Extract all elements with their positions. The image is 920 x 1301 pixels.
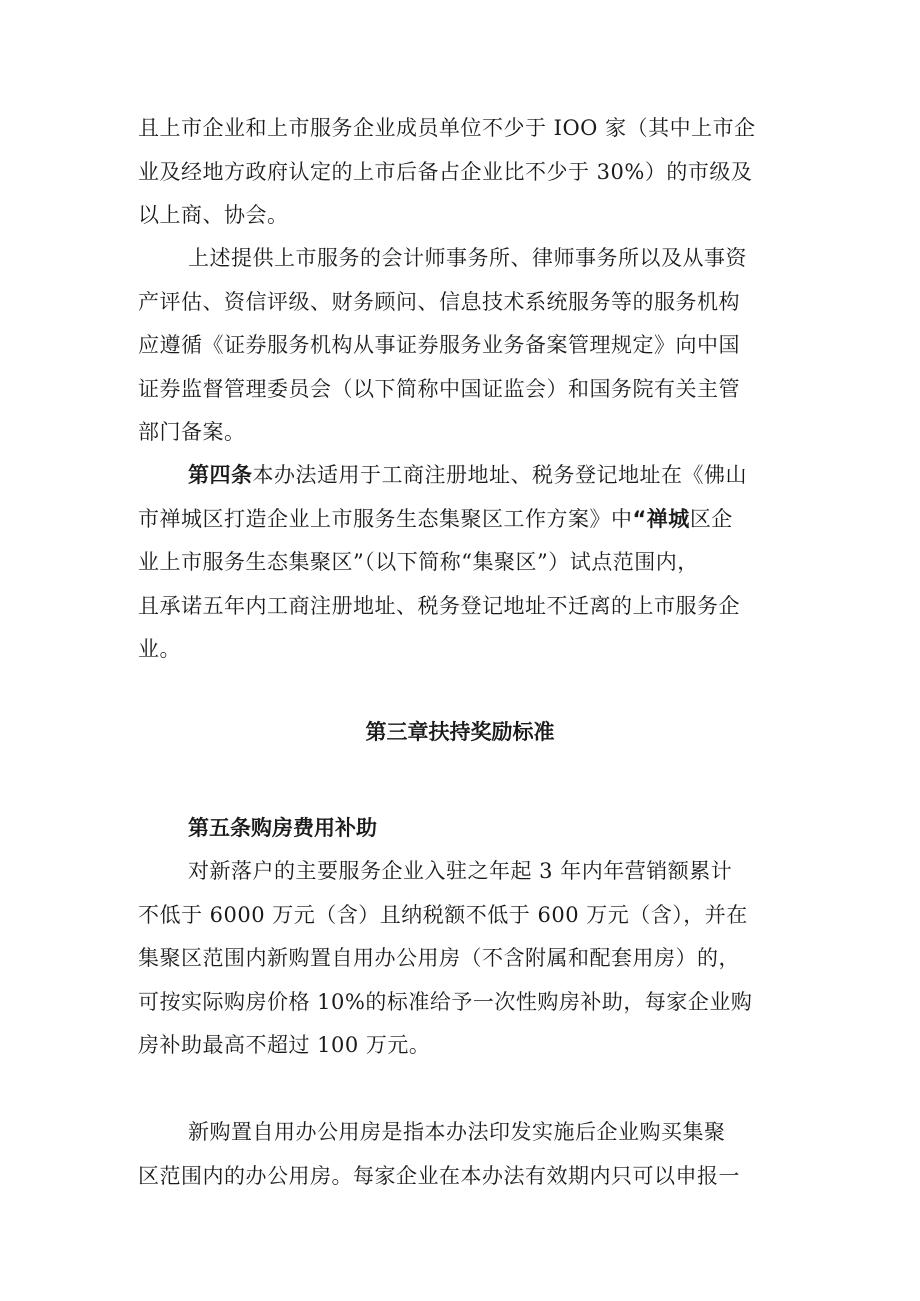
text-line: 可按实际购房价格 10%的标准给予一次性购房补助，每家企业购 <box>138 989 753 1014</box>
bold-segment: “禅城 <box>632 506 690 531</box>
text-line: 区范围内的办公用房。每家企业在本办法有效期内只可以申报一 <box>138 1163 740 1188</box>
text-line: 房补助最高不超过 100 万元。 <box>138 1033 431 1057</box>
text-line: 且承诺五年内工商注册地址、税务登记地址不迁离的上市服务企 <box>138 593 740 618</box>
paragraph-article-4 <box>138 454 786 672</box>
paragraph-purchase-subsidy <box>138 850 786 1068</box>
article-label: 第四条 <box>188 463 253 487</box>
text-segment: 区企 <box>689 506 733 531</box>
text-line: 新购置自用办公用房是指本办法印发实施后企业购买集聚 <box>188 1120 726 1144</box>
text-line: 不低于 6000 万元（含）且纳税额不低于 600 万元（含），并在 <box>138 902 748 927</box>
text-line: 以上商、协会。 <box>138 203 289 227</box>
text-line: 产评估、资信评级、财务顾问、信息技术系统服务等的服务机构 <box>138 289 740 314</box>
paragraph-office-definition <box>138 1111 786 1198</box>
text-line: 应遵循《证券服务机构从事证券服务业务备案管理规定》向中国 <box>138 333 740 357</box>
text-line <box>138 498 786 542</box>
article-5-title: 第五条购房费用补助 <box>188 816 377 840</box>
article-text: 本办法适用于工商注册地址、税务登记地址在《佛山 <box>252 463 747 487</box>
text-line: 业及经地方政府认定的上市后备占企业比不少于 30%）的市级及 <box>138 159 753 184</box>
paragraph-association-requirement <box>138 107 786 238</box>
text-line: 集聚区范围内新购置自用办公用房（不含附属和配套用房）的， <box>138 946 740 970</box>
text-line: 上述提供上市服务的会计师事务所、律师事务所以及从事资 <box>188 246 747 270</box>
text-line: 业上市服务生态集聚区”（以下简称“集聚区”）试点范围内， <box>138 550 699 574</box>
text-line: 对新落户的主要服务企业入驻之年起 3 年内年营销额累计 <box>188 859 733 883</box>
chapter-title: 第三章扶持奖励标准 <box>365 720 555 744</box>
text-line <box>138 454 786 498</box>
text-line: 业。 <box>138 637 181 661</box>
text-segment: 市禅城区打造企业上市服务生态集聚区工作方案》中 <box>138 506 633 531</box>
text-line: 部门备案。 <box>138 420 246 444</box>
text-line: 且上市企业和上市服务企业成员单位不少于 IOO 家（其中上市企 <box>138 116 756 140</box>
paragraph-filing-requirement <box>138 237 786 455</box>
text-line: 证券监督管理委员会（以下简称中国证监会）和国务院有关主管 <box>138 376 740 401</box>
